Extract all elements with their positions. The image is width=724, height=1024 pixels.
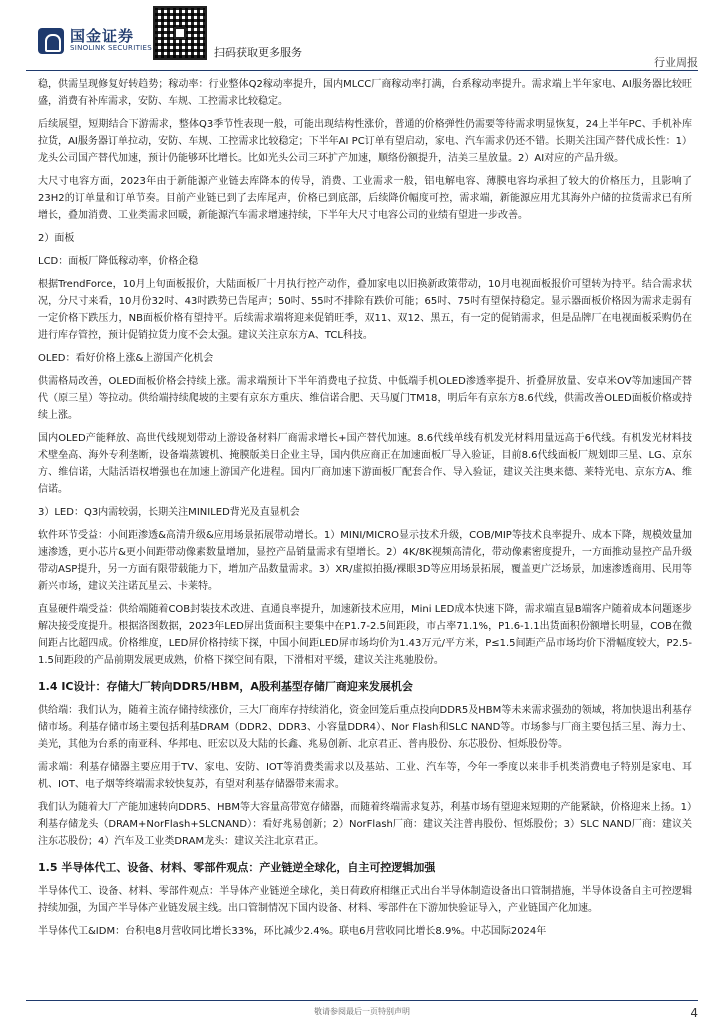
page-footer [26,984,698,1024]
logo-name-en: SINOLINK SECURITIES [70,44,152,53]
paragraph-oled-supply: 供需格局改善，OLED面板价格会持续上涨。需求端预计下半年消费电子拉货、中低端手机OLED渗透率提升、折叠屏放量、安卓米OV等加速国产替代（原三星）等拉动。供给端持续爬坡的主要有京东方重庆、维信诺合肥、天马厦门TM18，明后年有京东方8.6代线，供需改善OLED面板价格或持续上涨。 [38,376,692,421]
paragraph-foundry-idm: 半导体代工&IDM：台积电8月营收同比增长33%，环比减少2.4%。联电6月营收同比增长8.9%。中芯国际2024年 [38,926,547,937]
logo-icon [38,28,64,54]
footer-disclaimer: 敬请参阅最后一页特别声明 [314,1007,410,1016]
paragraph-mlcc-outlook: 后续展望，短期结合下游需求，整体Q3季节性表现一般，可能出现结构性涨价，普通的价格弹性仍需要等待需求明显恢复，24上半年PC、手机补库拉货，AI服务器订单拉动，安防、车规、工控需求比较稳定；下半年AI PC订单有望启动，家电、汽车需求仍还不错。长期关注国产替代成长性：1）龙头公司国产替代加速，预计仍能够环比增长。比如光头公司三环扩产加速，顺络份额提升，洁美三星放量。2）AI对应的产品升级。 [38,119,692,164]
footer-divider [26,1000,698,1001]
paragraph-lcd: 根据TrendForce，10月上旬面板报价，大陆面板厂十月执行控产动作，叠加家电以旧换新政策带动，10月电视面板报价可望转为持平。结合需求状况，分尺寸来看，10月份32吋、43吋跌势已告尾声；50吋、55吋不排除有跌价可能；65吋、75吋有望保持稳定。显示器面板价格因为需求走弱有一定价格下跌压力，NB面板价格有望持平。后续需求端将迎来促销旺季，双11、双12、黑五，有一定的促销需求，但是品牌厂在电视面板采购仍在进行库存管控，预计促销拉货力度不会太强。建议关注京东方A、TCL科技。 [38,279,692,341]
page-header [0,0,724,68]
subheading-led: 3）LED：Q3内需较弱，长期关注MINILED背光及直显机会 [38,507,300,518]
subheading-panel: 2）面板 [38,233,75,244]
section-heading-ic-design: 1.4 IC设计：存储大厂转向DDR5/HBM，A股利基型存储厂商迎来发展机会 [38,680,413,693]
paragraph-semiconductor-view: 半导体代工、设备、材料、零部件观点：半导体产业链逆全球化，美日荷政府相继正式出台半导体制造设备出口管制措施，半导体设备自主可控逻辑持续加强，为国产半导体产业链发展主线。出口管制情况下国内设备、材料、零部件在下游加快验证导入，产业链国产化加速。 [38,886,692,914]
paragraph-led-software: 软件环节受益：小间距渗透&高清升级&应用场景拓展带动增长。1）MINI/MICRO显示技术升级，COB/MIP等技术良率提升、成本下降，规模效量加速渗透，更小芯片&更小间距带动像素数量增加，显控产品销量需求有望增长。2）4K/8K视频高清化，带动像素密度提升，一方面推动显控产品升级带动ASP提升，另一方面有限带载能力下，增加产品数量需求。3）XR/虚拟拍摄/裸眼3D等应用场景拓展，覆盖更广泛场景，加速渗透商用、民用等新兴市场，建议关注诺瓦星云、卡莱特。 [38,530,692,592]
paragraph-led-hardware: 直显硬件端受益：供给端随着COB封装技术改进、直通良率提升，加速新技术应用，Mini LED成本快速下降，需求端直显B端客户随着成本问题逐步解决接受度提升。根据洛图数据，2023年LED屏出货面积主要集中在P1.7-2.5间距段，市占率71.1%，P1.6-1.1出货面积份额增长明显，COB在微间距占比超四成。价格维度，LED屏价格持续下探，中国小间距LED屏市场均价为1.43万元/平方米，P≤1.5间距产品市场均价下滑幅度较大，P2.5-1.5间距段的产品前期发展更成熟，价格下探空间有限，下滑相对平缓，建议关注兆驰股份。 [38,604,692,666]
paragraph-large-capacitor: 大尺寸电容方面，2023年由于新能源产业链去库降本的传导，消费、工业需求一般，铝电解电容、薄膜电容均承担了较大的价格压力，且影响了23H2的订单量和订单节奏。目前产业链已到了去库尾声，价格已到底部，后续降价幅度可控，需求端，新能源应用尤其海外户储的拉货需求已有所增长，叠加消费、工业类需求回暖，新能源汽车需求增速持续，下半年大尺寸电容公司的业绩有望进一步改善。 [38,176,692,221]
subheading-oled: OLED：看好价格上涨&上游国产化机会 [38,353,214,364]
paragraph-oled-localization: 国内OLED产能释放、高世代线规划带动上游设备材料厂商需求增长+国产替代加速。8.6代线单线有机发光材料用量远高于6代线。有机发光材料技术壁垒高、海外专利垄断，设备端蒸镀机、掩膜版美日企业主导，国内供应商正在加速面板厂导入验证，目前8.6代线面板厂规划即三星、LG、京东方、维信诺，大陆活语权增强也在加速上游国产化进程。国内厂商加速下游面板厂配套合作、导入验证，建议关注奥来德、莱特光电、京东方A、维信诺。 [38,433,692,495]
qr-code-icon [153,6,207,60]
page-number: 4 [690,1006,698,1020]
paragraph-mlcc-supply: 稳，供需呈现修复好转趋势；稼动率：行业整体Q2稼动率提升，国内MLCC厂商稼动率打满，台系稼动率提升。需求端上半年家电、AI服务器比较旺盛，消费有补库需求，安防、车规、工控需求比较稳定。 [38,79,692,107]
subheading-lcd: LCD：面板厂降低稼动率，价格企稳 [38,256,199,267]
paragraph-ic-demand: 需求端：利基存储器主要应用于TV、家电、安防、IOT等消费类需求以及基站、工业、汽车等，今年一季度以来非手机类消费电子特别是家电、耳机、IOT、电子烟等终端需求较快复苏，有望对利基存储器带来需求。 [38,762,692,790]
paragraph-ic-view: 我们认为随着大厂产能加速转向DDR5、HBM等大容量高带宽存储器，而随着终端需求复苏，利基市场有望迎来短期的产能紧缺，价格迎来上扬。1）利基存储龙头（DRAM+NorFlash+SLCNAND）：看好兆易创新；2）NorFlash厂商：建议关注普冉股份、恒烁股份；3）SLC NAND厂商：建议关注东芯股份；4）汽车及工业类DRAM龙头：建议关注北京君正。 [38,802,692,847]
logo-name-cn: 国金证券 [70,27,135,46]
report-type-label: 行业周报 [654,56,698,69]
company-logo [38,28,152,54]
section-heading-semiconductor: 1.5 半导体代工、设备、材料、零部件观点：产业链逆全球化，自主可控逻辑加强 [38,861,436,874]
header-divider [26,70,698,71]
paragraph-ic-supply: 供给端：我们认为，随着主流存储持续涨价，三大厂商库存持续消化，资金回笼后重点投向DDR5及HBM等未来需求强劲的领域，将加快退出利基存储市场。利基存储市场主要包括利基DRAM（DDR2、DDR3、小容量DDR4）、Nor Flash和SLC NAND等。市场参与厂商主要包括三星、海力士、美光，其他为台系的南亚科、华邦电、旺宏以及大陆的长鑫、兆易创新、北京君正、普冉股份、东芯股份、恒烁股份等。 [38,705,692,750]
report-body [38,76,692,940]
scan-prompt: 扫码获取更多服务 [214,46,302,59]
